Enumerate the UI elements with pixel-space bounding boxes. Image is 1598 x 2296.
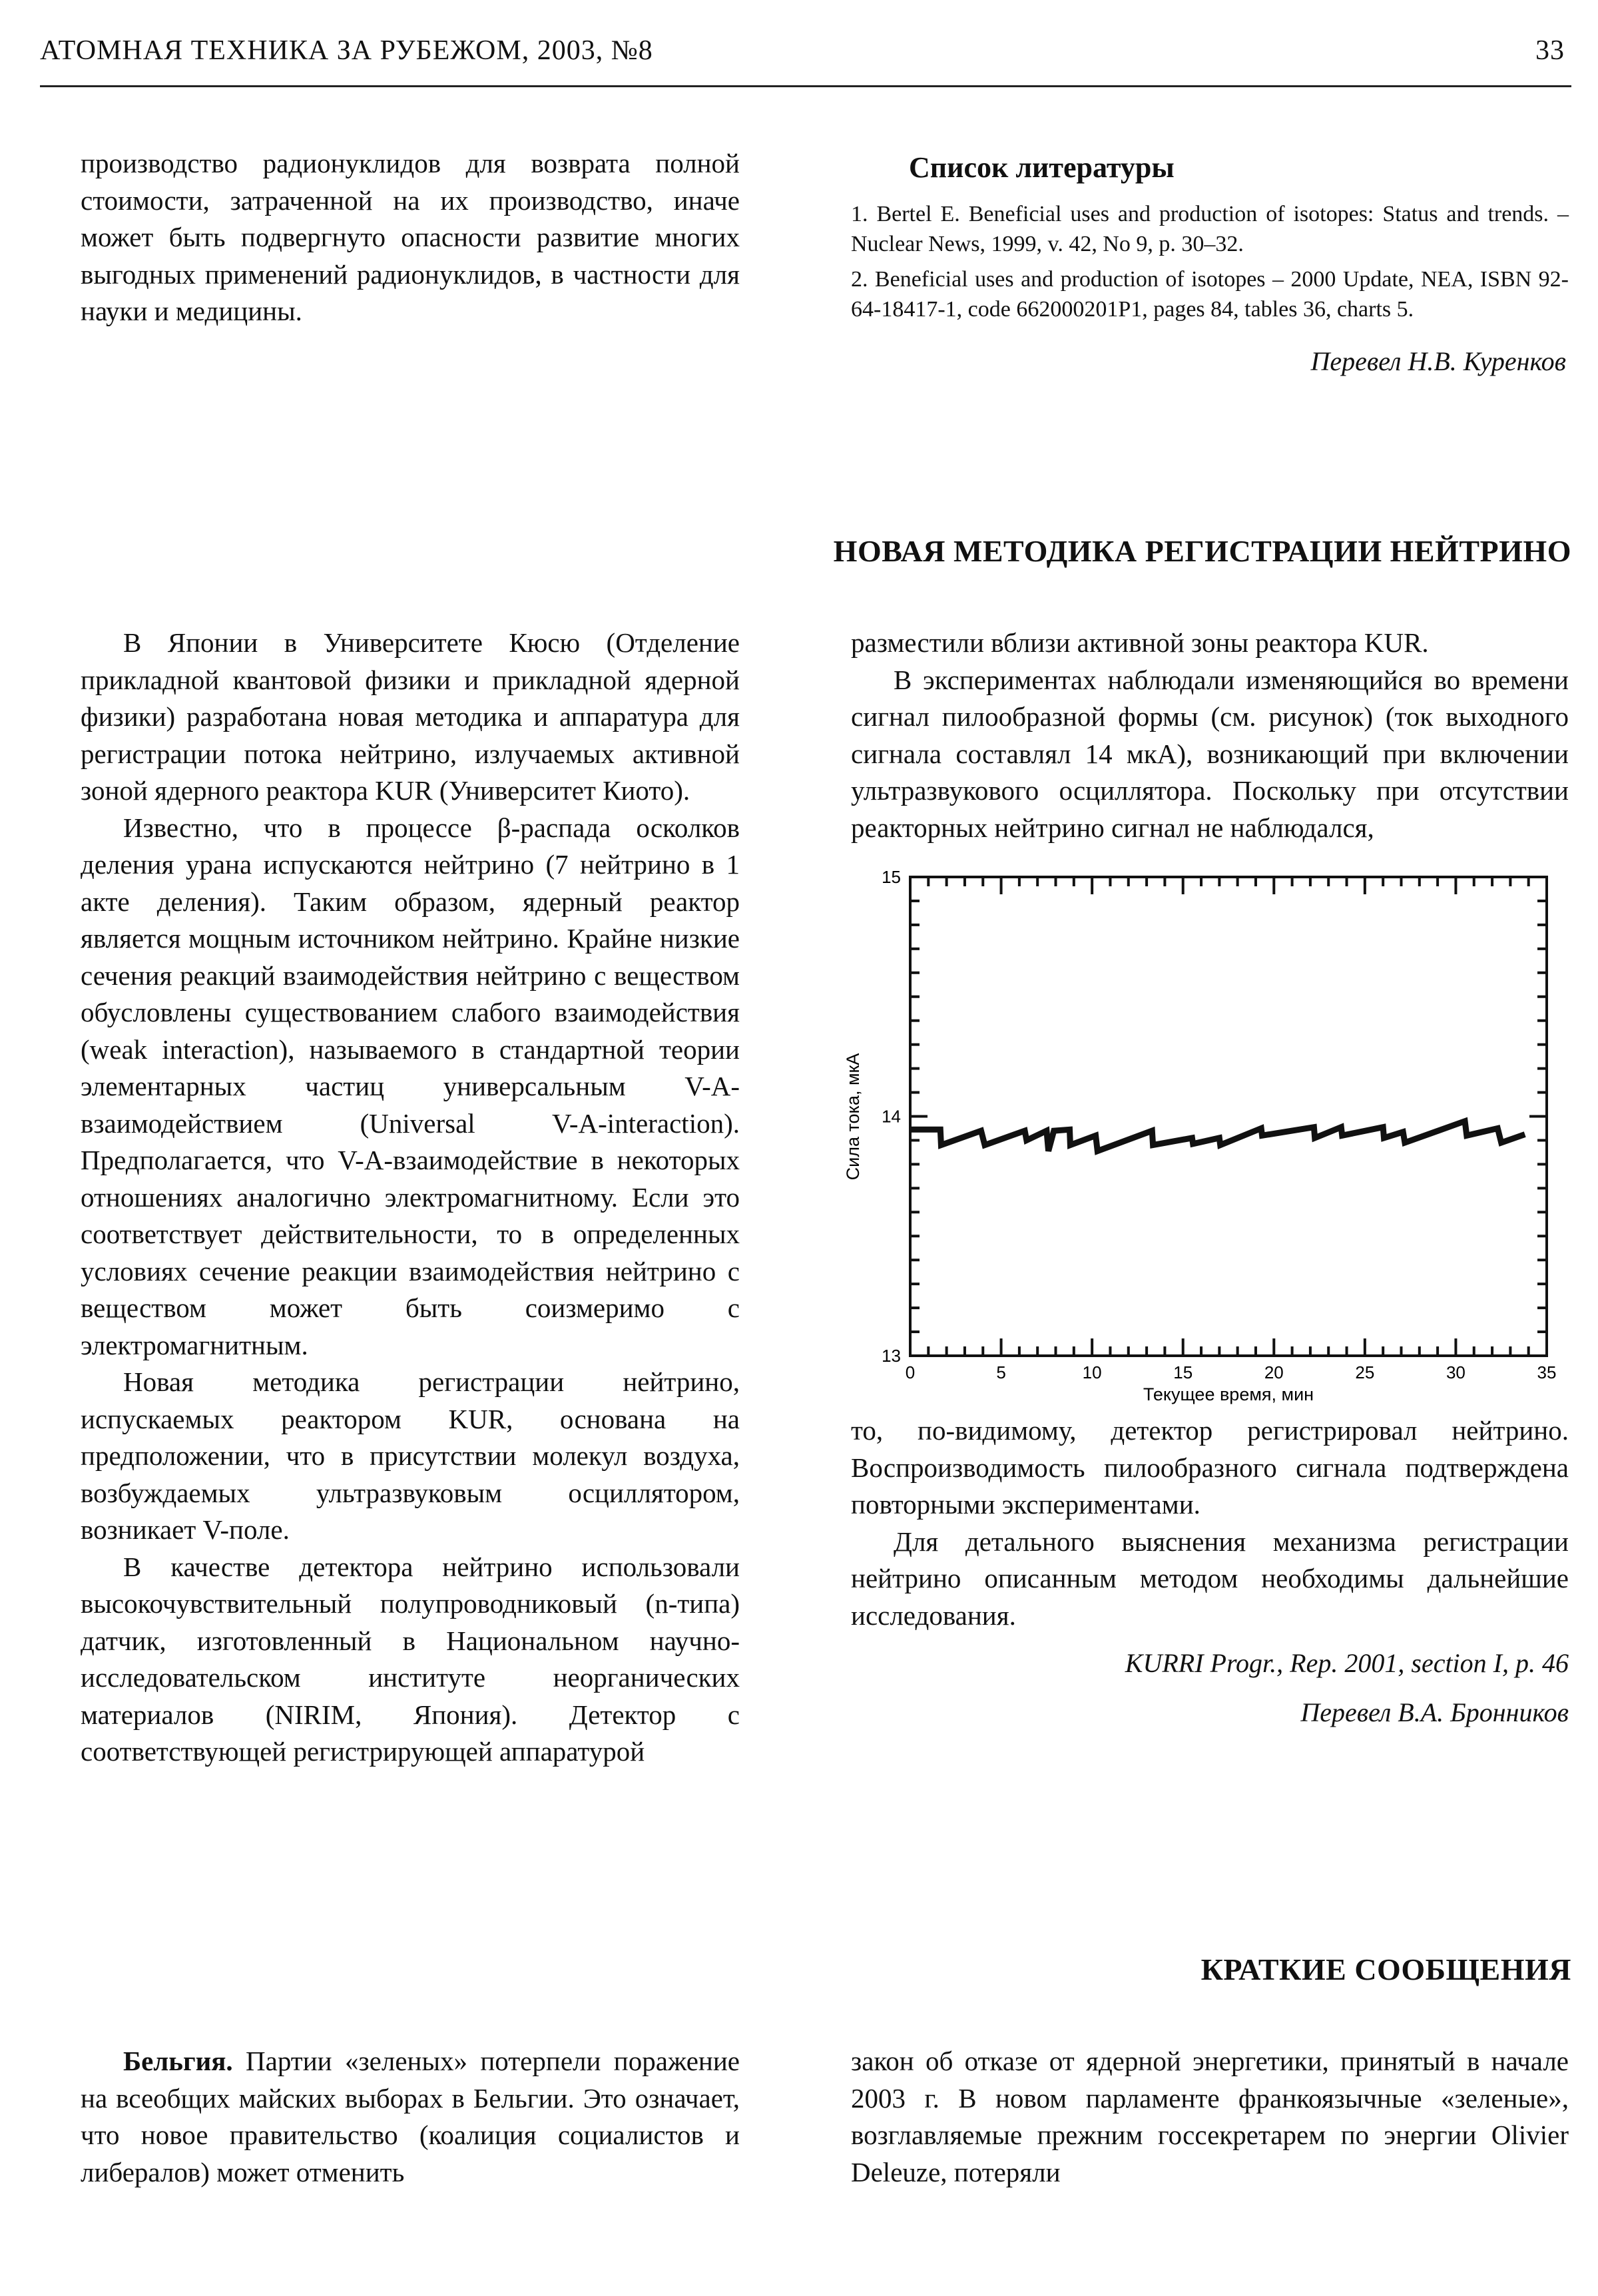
article-paragraph: В качестве детектора нейтрино использовали высокочувствительный полупроводниковый (n-типа) датчик, изготовленный в Национальном научно-исследовательском институте неорганических материалов (NIRIM, Япония). Детектор с соответствующей регистрирующей аппаратурой [81, 1551, 740, 1767]
brief-news-left [81, 2043, 740, 2191]
article-paragraph: то, по-видимому, детектор регистрировал нейтрино. Воспроизводимость пилообразного сигнала подтверждена повторными экспериментами. [851, 1415, 1569, 1520]
x-tick-labels [906, 1362, 1557, 1382]
article-title: НОВАЯ МЕТОДИКА РЕГИСТРАЦИИ НЕЙТРИНО [833, 534, 1571, 568]
x-tick-label: 20 [1264, 1362, 1284, 1382]
brief-news-right [851, 2043, 1569, 2191]
article-paragraph: Для детального выяснения механизма регистрации нейтрино описанным методом необходимы дальнейшие исследования. [851, 1526, 1569, 1631]
page-content [0, 145, 1598, 2191]
article-right-column [843, 625, 1569, 1930]
article-paragraph: В Японии в Университете Кюсю (Отделение прикладной квантовой физики и прикладной ядерной физики) разработана новая методика и аппаратура для регистрации потока нейтрино, излучаемых активной зоной ядерного реактора KUR (Университет Киото). [81, 627, 740, 806]
intro-paragraph: производство радионуклидов для возврата полной стоимости, затраченной на их производство, иначе может быть подвергнуто опасности развитие многих выгодных применений радионуклидов, в частности для науки и медицины. [81, 148, 740, 326]
reference-item: 2. Beneficial uses and production of isotopes – 2000 Update, NEA, ISBN 92-64-18417-1, code 662000201P1, pages 84, tables 36, charts 5. [851, 267, 1569, 322]
article-paragraph: Новая методика регистрации нейтрино, испускаемых реактором KUR, основана на предположении, что в присутствии молекул воздуха, возбуждаемых ультразвуковым осциллятором, возникает V-поле. [81, 1366, 740, 1545]
x-tick-label: 25 [1355, 1362, 1375, 1382]
news-country: Бельгия. [123, 2046, 233, 2076]
x-tick-label: 5 [996, 1362, 1006, 1382]
brief-news-body [0, 2043, 1598, 2191]
x-axis-label: Текущее время, мин [1143, 1384, 1314, 1404]
article-body [0, 625, 1598, 1930]
reference-item: 1. Bertel E. Beneficial uses and production of isotopes: Status and trends. – Nuclear News, 1999, v. 42, No 9, p. 30–32. [851, 202, 1569, 256]
references-translator: Перевел Н.В. Куренков [1310, 346, 1566, 376]
x-tick-label: 15 [1173, 1362, 1193, 1382]
x-tick-label: 0 [905, 1362, 916, 1382]
y-tick-label: 14 [882, 1106, 901, 1127]
article-translator: Перевел В.А. Бронников [1300, 1697, 1569, 1727]
x-tick-label: 30 [1446, 1362, 1465, 1382]
sawtooth-signal-chart [832, 853, 1598, 1412]
x-tick-label: 10 [1082, 1362, 1102, 1382]
article-right-column-top [851, 625, 1569, 846]
top-section [0, 145, 1598, 518]
news-text: Партии «зеленых» потерпели поражение на всеобщих майских выборах в Бельгии. Это означает, что новое правительство (коалиция социалистов и либералов) может отменить [81, 2046, 740, 2187]
brief-news-title: КРАТКИЕ СООБЩЕНИЯ [1200, 1952, 1571, 1986]
intro-column [81, 145, 740, 518]
header-divider [40, 85, 1571, 87]
news-text: закон об отказе от ядерной энергетики, принятый в начале 2003 г. В новом парламенте франкоязычные «зеленые», возглавляемые прежним госсекретарем по энергии Olivier Deleuze, потеряли [851, 2046, 1569, 2187]
plot-frame [910, 877, 1547, 1356]
y-tick-labels [882, 867, 901, 1366]
article-paragraph: В экспериментах наблюдали изменяющийся во времени сигнал пилообразной формы (см. рисунок) (ток выходного сигнала составлял 14 мкА), возникающий при включении ультразвукового осциллятора. Поскольку при отсутствии реакторных нейтрино сигнал не наблюдался, [851, 664, 1569, 843]
article-paragraph: Известно, что в процессе β-распада осколков деления урана испускаются нейтрино (7 нейтрино в 1 акте деления). Таким образом, ядерный реактор является мощным источником нейтрино. Крайне низкие сечения реакций взаимодействия нейтрино с веществом обусловлены существованием слабого взаимодействия (weak interaction), называемого в стандартной теории элементарных частиц универсальным V-A-взаимодействием (Universal V-A-interaction). Предполагается, что V-A-взаимодействие в некоторых отношениях аналогично электромагнитному. Если это соответствует действительности, то в определенных условиях сечение реакции взаимодействия нейтрино с веществом может быть соизмеримо с электромагнитным. [81, 812, 740, 1360]
references-list [851, 199, 1569, 324]
article-paragraph: разместили вблизи активной зоны реактора KUR. [851, 627, 1429, 658]
references-title: Список литературы [909, 151, 1175, 184]
journal-header: АТОМНАЯ ТЕХНИКА ЗА РУБЕЖОМ, 2003, №8 [40, 35, 653, 66]
article-right-column-bottom [851, 1412, 1569, 1634]
article-source: KURRI Progr., Rep. 2001, section I, p. 46 [1125, 1648, 1569, 1678]
references-block [851, 145, 1569, 518]
article-left-column [81, 625, 740, 1930]
y-axis-label: Сила тока, мкА [843, 1053, 863, 1181]
y-tick-label: 13 [882, 1346, 901, 1366]
series-line-signal [910, 1121, 1525, 1151]
axis-ticks [910, 877, 1547, 1356]
page-number: 33 [1535, 35, 1565, 66]
y-tick-label: 15 [882, 867, 901, 887]
x-tick-label: 35 [1537, 1362, 1557, 1382]
